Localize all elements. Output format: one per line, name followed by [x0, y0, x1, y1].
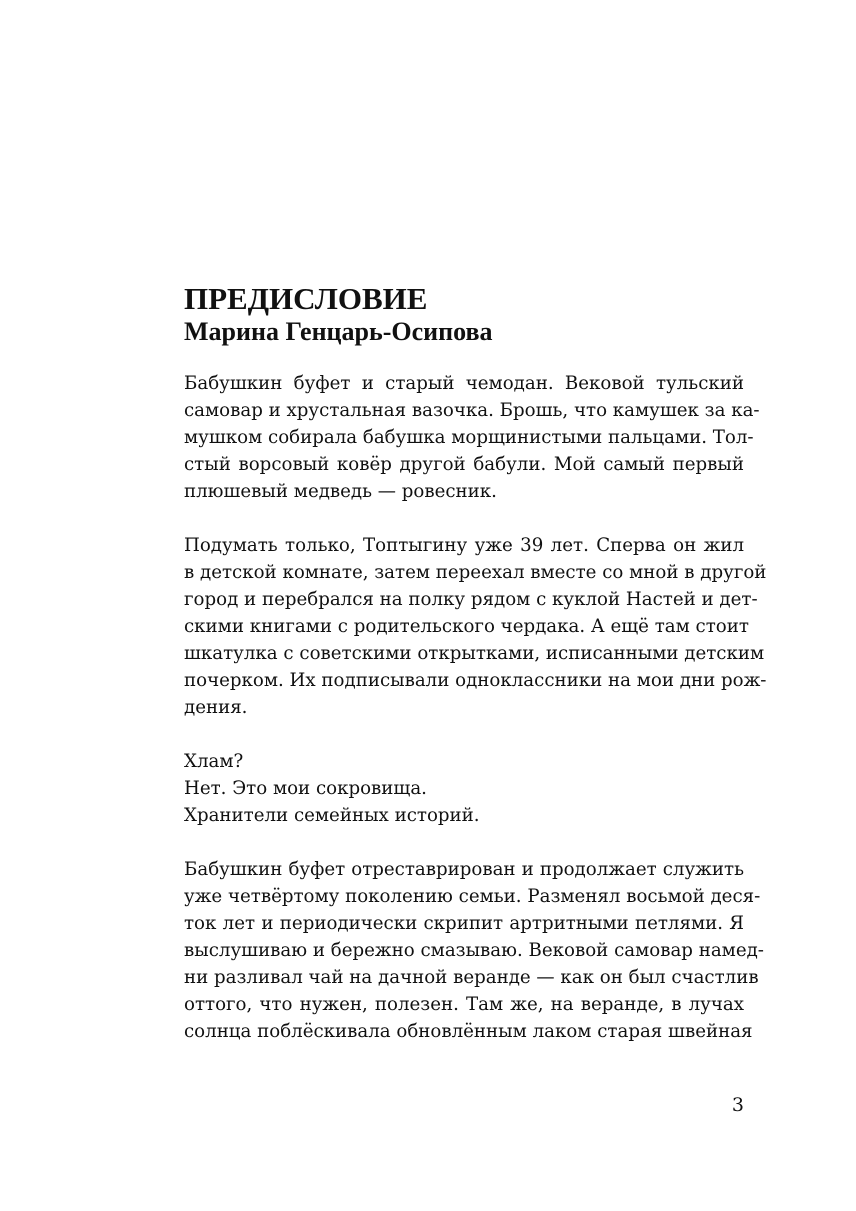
paragraph-line: Подумать только, Топтыгину уже 39 лет. Сперва он жил [184, 535, 744, 556]
page-number: 3 [731, 1094, 744, 1116]
body-text [149, 370, 767, 1072]
paragraph-line: скими книгами с родительского чердака. А ещё там стоит [184, 616, 749, 637]
paragraph-line: почерком. Их подписывали одноклассники на мои дни рож- [184, 670, 767, 691]
paragraph-line: дения. [184, 697, 248, 718]
paragraph-line: ни разливал чай на дачной веранде — как он был счастлив [184, 967, 759, 988]
paragraph-line: шкатулка с советскими открытками, исписанными детским [184, 643, 765, 664]
paragraph-line: Бабушкин буфет и старый чемодан. Вековой тульский [184, 373, 744, 394]
paragraph-line: оттого, что нужен, полезен. Там же, на веранде, в лучах [184, 994, 744, 1015]
paragraph-line: солнца поблёскивала обновлённым лаком старая швейная [184, 1021, 753, 1042]
verse-line: Нет. Это мои сокровища. [184, 778, 427, 799]
paragraph-line: город и перебрался на полку рядом с куклой Настей и дет- [184, 589, 758, 610]
chapter-heading [184, 282, 744, 348]
verse-line: Хранители семейных историй. [184, 805, 480, 826]
paragraph-line: в детской комнате, затем переехал вместе со мной в другой [184, 562, 767, 583]
paragraph-line: мушком собирала бабушка морщинистыми пальцами. Тол- [184, 427, 754, 448]
paragraph-1 [149, 370, 760, 505]
paragraph-3 [149, 856, 764, 1045]
author-name: Марина Генцарь-Осипова [184, 317, 493, 346]
chapter-title: ПРЕДИСЛОВИЕ [184, 281, 428, 316]
paragraph-2 [149, 532, 767, 721]
paragraph-line: Бабушкин буфет отреставрирован и продолжает служить [184, 859, 744, 880]
paragraph-line: ток лет и периодически скрипит артритными петлями. Я [184, 913, 744, 934]
verse-block [149, 748, 744, 829]
paragraph-line: стый ворсовый ковёр другой бабули. Мой самый первый [184, 454, 744, 475]
paragraph-line: плюшевый медведь — ровесник. [184, 481, 497, 502]
paragraph-line: самовар и хрустальная вазочка. Брошь, что камушек за ка- [184, 400, 760, 421]
paragraph-line: выслушиваю и бережно смазываю. Вековой самовар намед- [184, 940, 764, 961]
verse-line: Хлам? [184, 751, 244, 772]
paragraph-line: уже четвёртому поколению семьи. Разменял восьмой деся- [184, 886, 761, 907]
